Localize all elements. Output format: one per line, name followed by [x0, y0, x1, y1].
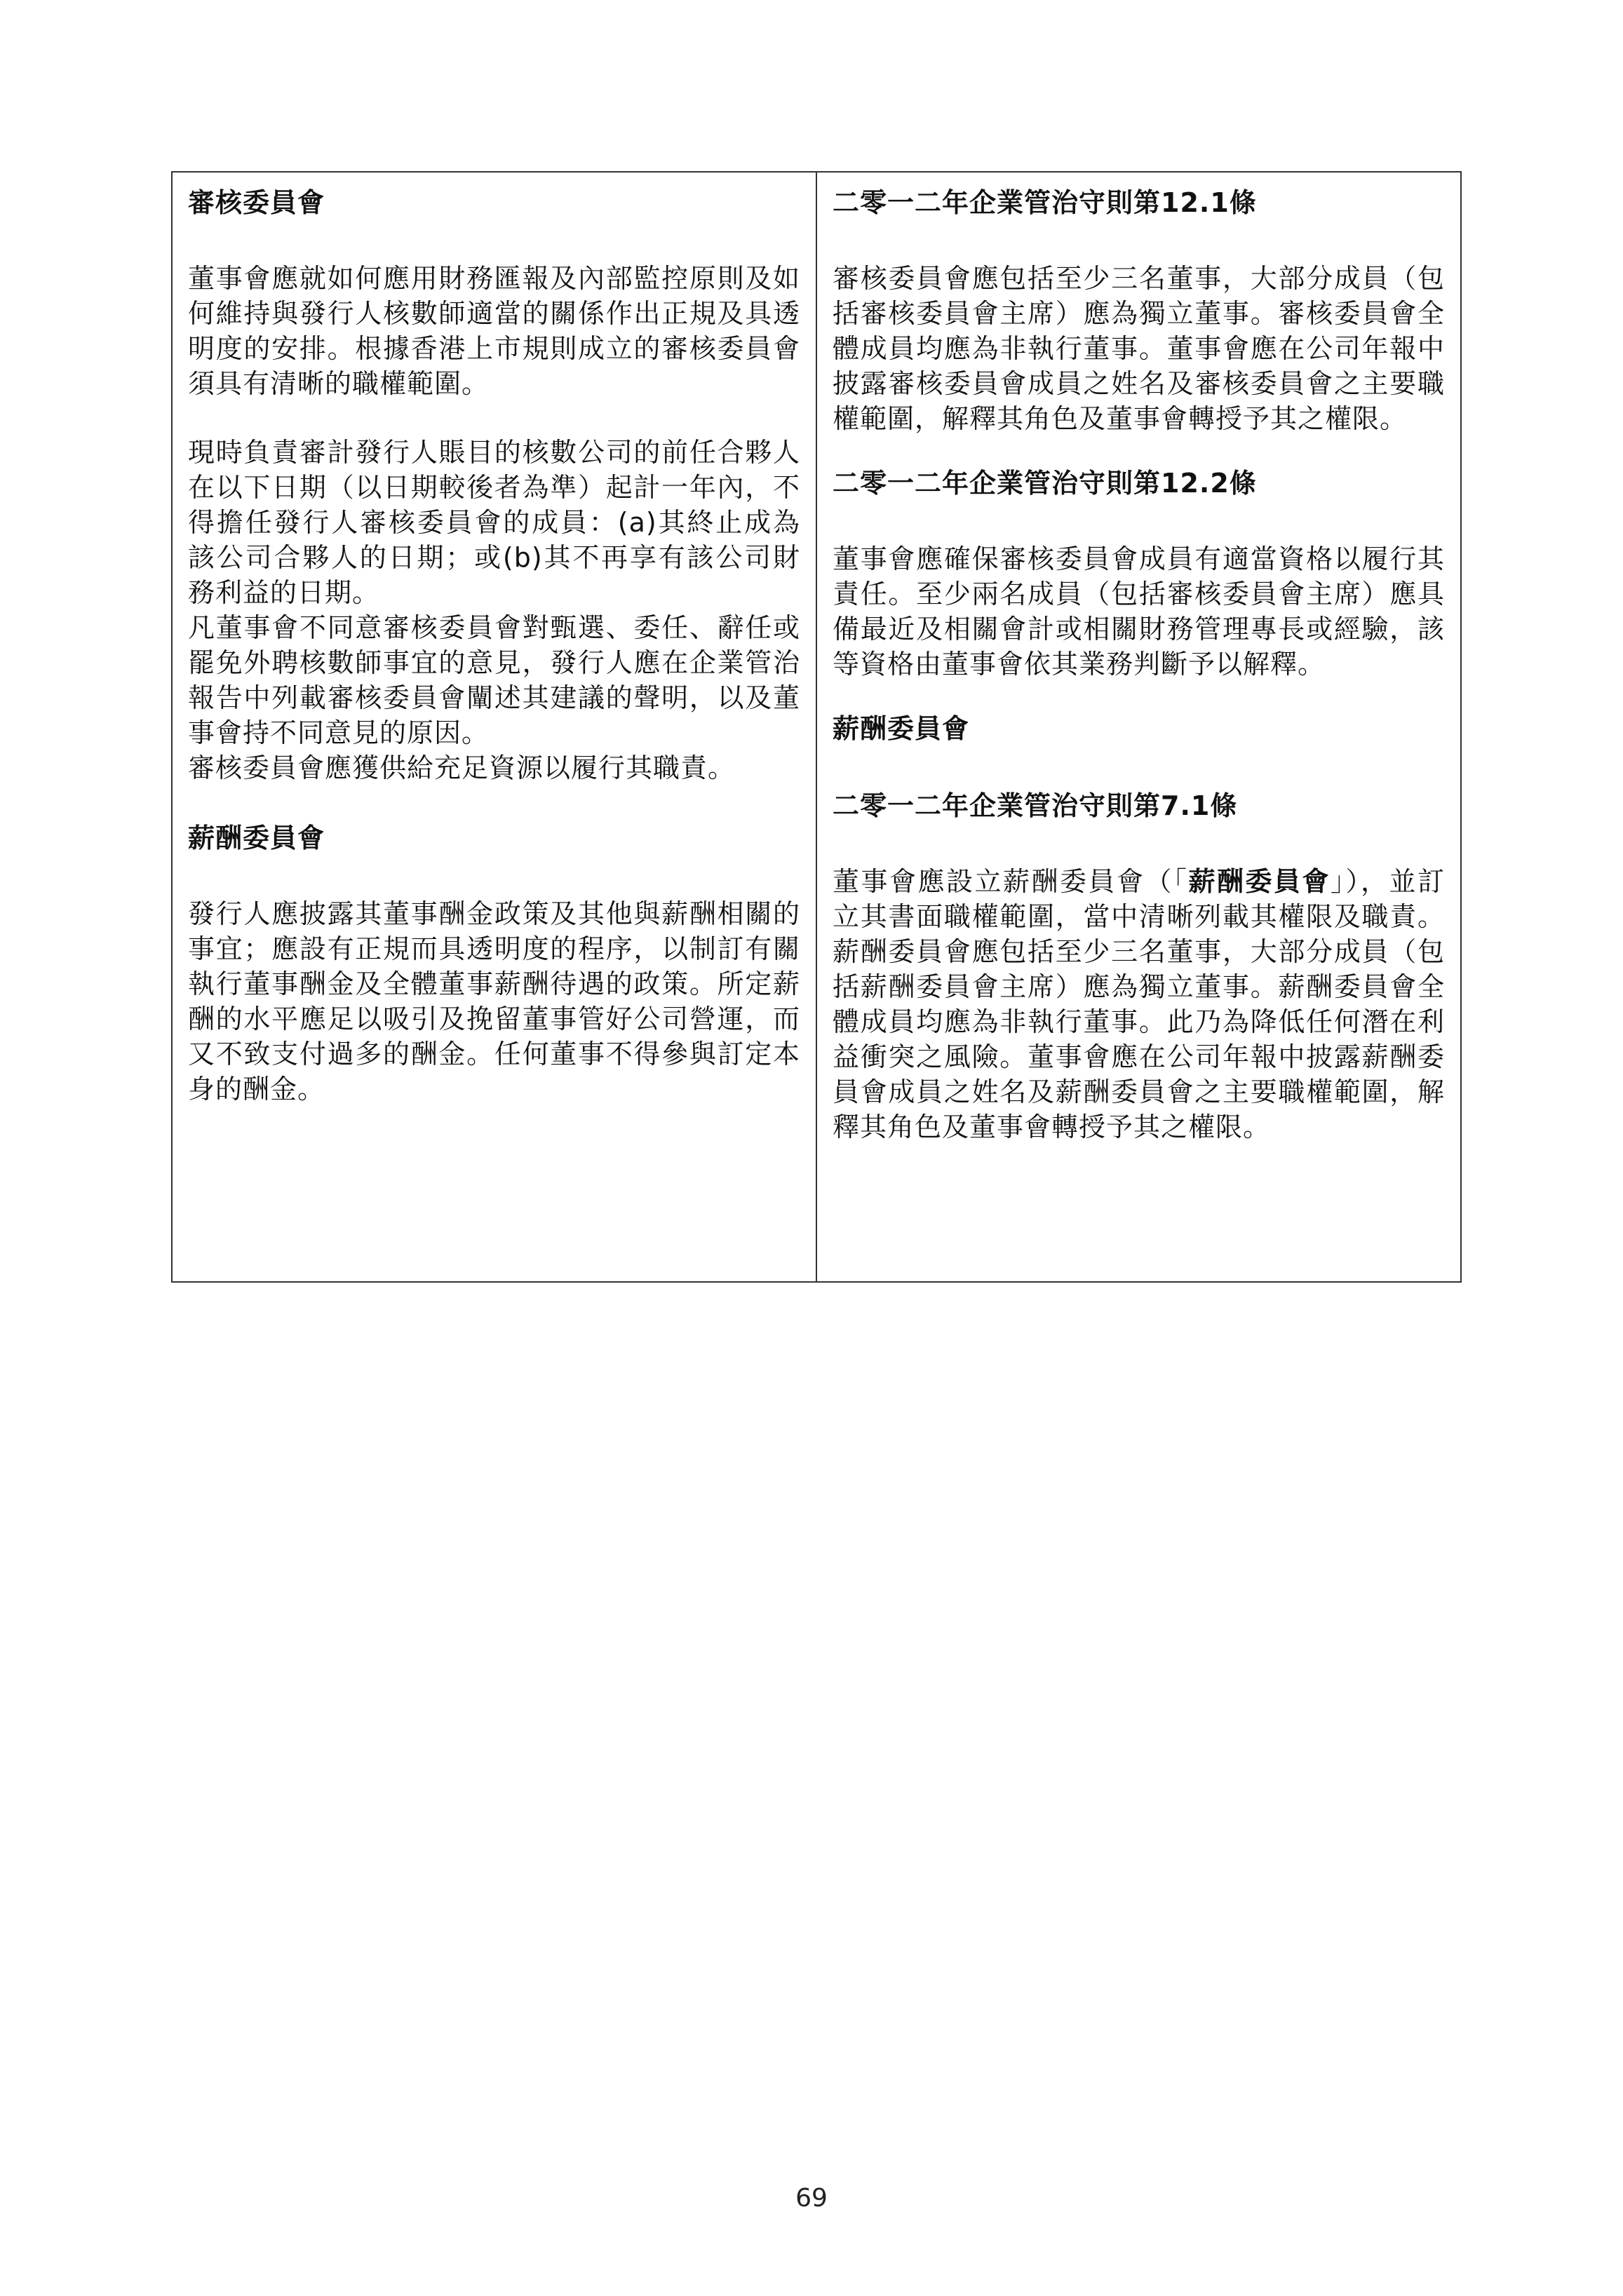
code-12-1-paragraph: 審核委員會應包括至少三名董事，大部分成員（包括審核委員會主席）應為獨立董事。審核委員會全體成員均應為非執行董事。董事會應在公司年報中披露審核委員會成員之姓名及審核委員會之主要職權範圍，解釋其角色及董事會轉授予其之權限。: [833, 263, 1445, 434]
audit-paragraph-2: 現時負責審計發行人賬目的核數公司的前任合夥人在以下日期（以日期較後者為準）起計一年內，不得擔任發行人審核委員會的成員：(a)其終止成為該公司合夥人的日期；或(b)其不再享有該公司財務利益的日期。: [188, 437, 800, 608]
code-7-1-heading: 二零一二年企業管治守則第7.1條: [833, 790, 1238, 821]
code-12-1-heading: 二零一二年企業管治守則第12.1條: [833, 187, 1257, 218]
audit-paragraph-3: 凡董事會不同意審核委員會對甄選、委任、辭任或罷免外聘核數師事宜的意見，發行人應在企業管治報告中列載審核委員會闡述其建議的聲明，以及董事會持不同意見的原因。: [188, 612, 800, 748]
code-7-1-text-start: 董事會應設立薪酬委員會（「: [833, 866, 1189, 897]
code-7-1-defined-term: 薪酬委員會: [1188, 866, 1331, 897]
audit-paragraph-1: 董事會應就如何應用財務匯報及內部監控原則及如何維持與發行人核數師適當的關係作出正規及具透明度的安排。根據香港上市規則成立的審核委員會須具有清晰的職權範圍。: [188, 263, 800, 399]
code-12-2-heading: 二零一二年企業管治守則第12.2條: [833, 468, 1257, 499]
audit-paragraph-4: 審核委員會應獲供給充足資源以履行其職責。: [188, 752, 736, 783]
left-column: [173, 173, 817, 1281]
content-table: [171, 171, 1462, 1283]
code-7-1-paragraph: [833, 864, 1445, 1144]
right-remuneration-heading: 薪酬委員會: [833, 713, 970, 744]
code-12-2-paragraph: 董事會應確保審核委員會成員有適當資格以履行其責任。至少兩名成員（包括審核委員會主席）應具備最近及相關會計或相關財務管理專長或經驗，該等資格由董事會依其業務判斷予以解釋。: [833, 543, 1445, 680]
page-number: 69: [795, 2184, 828, 2213]
remuneration-committee-heading: 薪酬委員會: [188, 823, 325, 853]
right-column: [817, 173, 1460, 1281]
audit-committee-heading: 審核委員會: [188, 187, 325, 218]
code-7-1-text-rest: 」），並訂立其書面職權範圍，當中清晰列載其權限及職責。薪酬委員會應包括至少三名董事，大部分成員（包括薪酬委員會主席）應為獨立董事。薪酬委員會全體成員均應為非執行董事。此乃為降低任何潛在利益衝突之風險。董事會應在公司年報中披露薪酬委員會成員之姓名及薪酬委員會之主要職權範圍，解釋其角色及董事會轉授予其之權限。: [833, 866, 1445, 1142]
remuneration-paragraph: 發行人應披露其董事酬金政策及其他與薪酬相關的事宜；應設有正規而具透明度的程序，以制訂有關執行董事酬金及全體董事薪酬待遇的政策。所定薪酬的水平應足以吸引及挽留董事管好公司營運，而又不致支付過多的酬金。任何董事不得參與訂定本身的酬金。: [188, 898, 800, 1105]
